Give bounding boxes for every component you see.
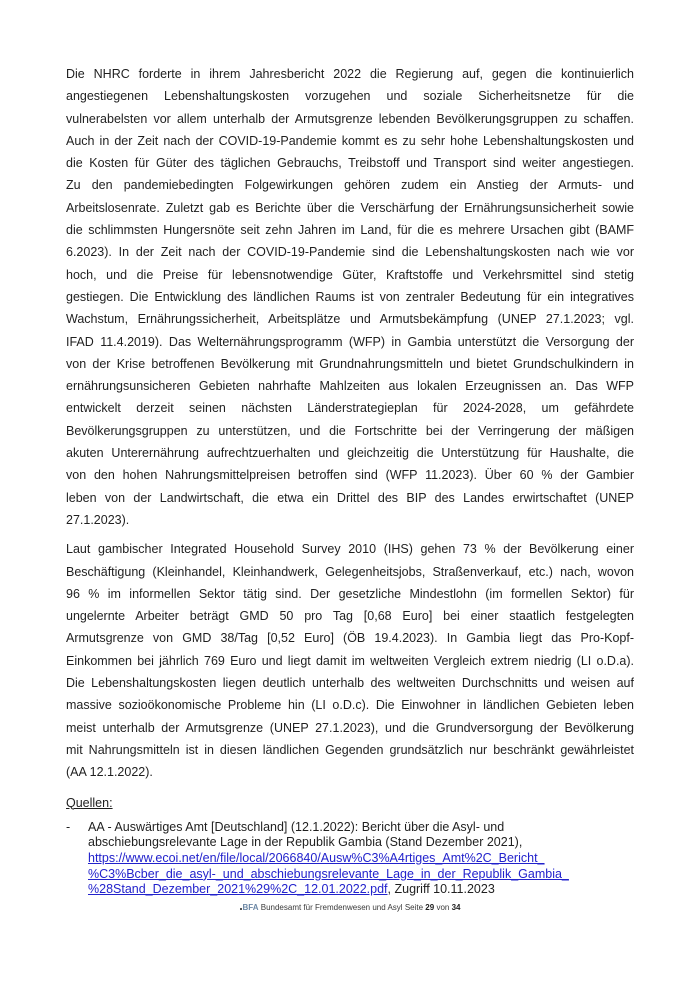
paragraph-household-survey [66, 538, 634, 783]
text-line: hoch, und die Preise für lebensnotwendige Güter, Kraftstoffe und Verkehrsmittel sind stetig [66, 267, 634, 282]
footer-page-number: 29 [425, 903, 435, 912]
text-line: entwickelt derzeit seinen nächsten Länderstrategieplan für 2024-2028, um gefährdete [66, 401, 634, 416]
footer-page-label: Seite [404, 903, 424, 912]
source-citation [88, 820, 634, 899]
text-line: ernährungsunsicheren Gebieten nahrhafte Mahlzeiten aus lokalen Erzeugnissen an. Das WFP [66, 379, 634, 394]
text-line: (AA 12.1.2022). [66, 765, 153, 780]
text-line: Die Lebenshaltungskosten liegen deutlich unterhalb des weltweiten Durchschnitts und weisen auf [66, 676, 634, 691]
text-line: massive sozioökonomische Probleme hin (LI o.D.c). Die Einwohner in ländlichen Gebieten leben [66, 698, 634, 713]
text-line: 6.2023). In der Zeit nach der COVID-19-Pandemie sind die Lebenshaltungskosten nach wie vor [66, 245, 634, 260]
text-line: die Kosten für Güter des täglichen Gebrauchs, Treibstoff und Transport sind weiter angestiegen. [66, 156, 634, 171]
bfa-logo-dot [240, 908, 242, 910]
text-line: Wachstum, Ernährungssicherheit, Arbeitsplätze und Armutsbekämpfung (UNEP 27.1.2023; vgl. [66, 312, 634, 327]
source-citation-line: AA - Auswärtiges Amt [Deutschland] (12.1.2022): Bericht über die Asyl- und [88, 819, 505, 834]
list-bullet-dash: - [66, 819, 71, 834]
text-line: gestiegen. Die Entwicklung des ländlichen Raums ist von zentraler Bedeutung für ein integratives [66, 289, 634, 304]
text-line: Beschäftigung (Kleinhandel, Kleinhandwerk, Gelegenheitsjobs, Straßenverkauf, etc.) nach, wovon [66, 564, 634, 579]
text-line: ungelernte Arbeiter beträgt GMD 50 pro Tag [0,68 Euro] bei einer staatlich festgelegten [66, 609, 634, 624]
text-line: von der Krise betroffenen Bevölkerung mit Grundnahrungsmitteln und bietet Grundschulkindern in [66, 356, 634, 371]
footer-org-name: Bundesamt für Fremdenwesen und Asyl [260, 903, 403, 912]
source-url-link-part-2[interactable]: %C3%Bcber_die_asyl-_und_abschiebungsrelevante_Lage_in_der_Republik_Gambia_ [88, 866, 569, 881]
source-citation-line: abschiebungsrelevante Lage in der Republik Gambia (Stand Dezember 2021), [88, 835, 523, 850]
text-line: Auch in der Zeit nach der COVID-19-Pandemie kommt es zu sehr hohe Lebenshaltungskosten und [66, 133, 634, 148]
source-url-link-part-1[interactable]: https://www.ecoi.net/en/file/local/2066840/Ausw%C3%A4rtiges_Amt%2C_Bericht_ [88, 850, 545, 865]
text-line: 96 % im informellen Sektor tätig sind. Der gesetzliche Mindestlohn (im formellen Sektor) für [66, 586, 634, 601]
text-line: Einkommen bei jährlich 769 Euro und liegt damit im weltweiten Vergleich extrem niedrig (LI o.D.a). [66, 653, 634, 668]
source-url-line [88, 851, 634, 867]
text-line: Zu den pandemiebedingten Folgewirkungen gehören zudem ein Anstieg der Armuts- und [66, 178, 634, 193]
text-line: akuten Unterernährung aufrechtzuerhalten und gleichzeitig die Unterstützung für Haushalte, die [66, 446, 634, 461]
text-line: Bevölkerungsgruppen zu unterstützen, und die Fortschritte bei der Verringerung der mäßigen [66, 423, 634, 438]
text-line: von den hohen Nahrungsmittelpreisen betroffen sind (WFP 11.2023). Über 60 % der Gambier [66, 468, 634, 483]
page-content [66, 63, 634, 898]
page-footer [0, 902, 700, 913]
text-line: leben von der Landwirtschaft, die etwa ein Drittel des BIP des Landes erwirtschaftet (UNEP [66, 490, 634, 505]
text-line: meist unterhalb der Armutsgrenze (UNEP 27.1.2023), und die Grundversorgung der Bevölkerung [66, 720, 634, 735]
text-line: IFAD 11.4.2019). Das Welternährungsprogramm (WFP) in Gambia unterstützt die Versorgung der [66, 334, 634, 349]
footer-page-total: 34 [451, 903, 461, 912]
text-line: Laut gambischer Integrated Household Survey 2010 (IHS) gehen 73 % der Bevölkerung einer [66, 542, 634, 557]
text-line: Armutsgrenze von GMD 38/Tag [0,52 Euro] (ÖB 19.4.2023). In Gambia liegt das Pro-Kopf- [66, 631, 634, 646]
paragraph-living-costs [66, 63, 634, 531]
text-line: Die NHRC forderte in ihrem Jahresbericht 2022 die Regierung auf, gegen die kontinuierlich [66, 67, 634, 81]
source-url-line [88, 882, 634, 898]
bfa-logo: BFA [242, 903, 259, 912]
footer-of-label: von [436, 903, 450, 912]
text-line: angestiegenen Lebenshaltungskosten vorzugehen und soziale Sicherheitsnetze für die [66, 89, 634, 104]
source-access-date: , Zugriff 10.11.2023 [387, 882, 495, 897]
sources-heading-text: Quellen: [66, 795, 113, 810]
sources-heading [66, 795, 634, 811]
source-list-item [66, 820, 634, 899]
text-line: vulnerabelsten vor allem unterhalb der Armutsgrenze lebenden Bevölkerungsgruppen zu schaffen. [66, 111, 634, 126]
text-line: 27.1.2023). [66, 512, 130, 527]
source-url-line [88, 867, 634, 883]
source-url-link-part-3[interactable]: %28Stand_Dezember_2021%29%2C_12.01.2022.pdf [88, 882, 388, 897]
text-line: Arbeitslosenrate. Zuletzt gab es Berichte über die Verschärfung der Ernährungsunsicherheit sowie [66, 200, 634, 215]
text-line: die schlimmsten Hungersnöte seit zehn Jahren im Land, für die es mehrere Ursachen gibt (BAMF [66, 223, 634, 238]
text-line: mit Nahrungsmitteln ist in diesen ländlichen Gegenden grundsätzlich nur beschränkt gewährleistet [66, 742, 634, 757]
